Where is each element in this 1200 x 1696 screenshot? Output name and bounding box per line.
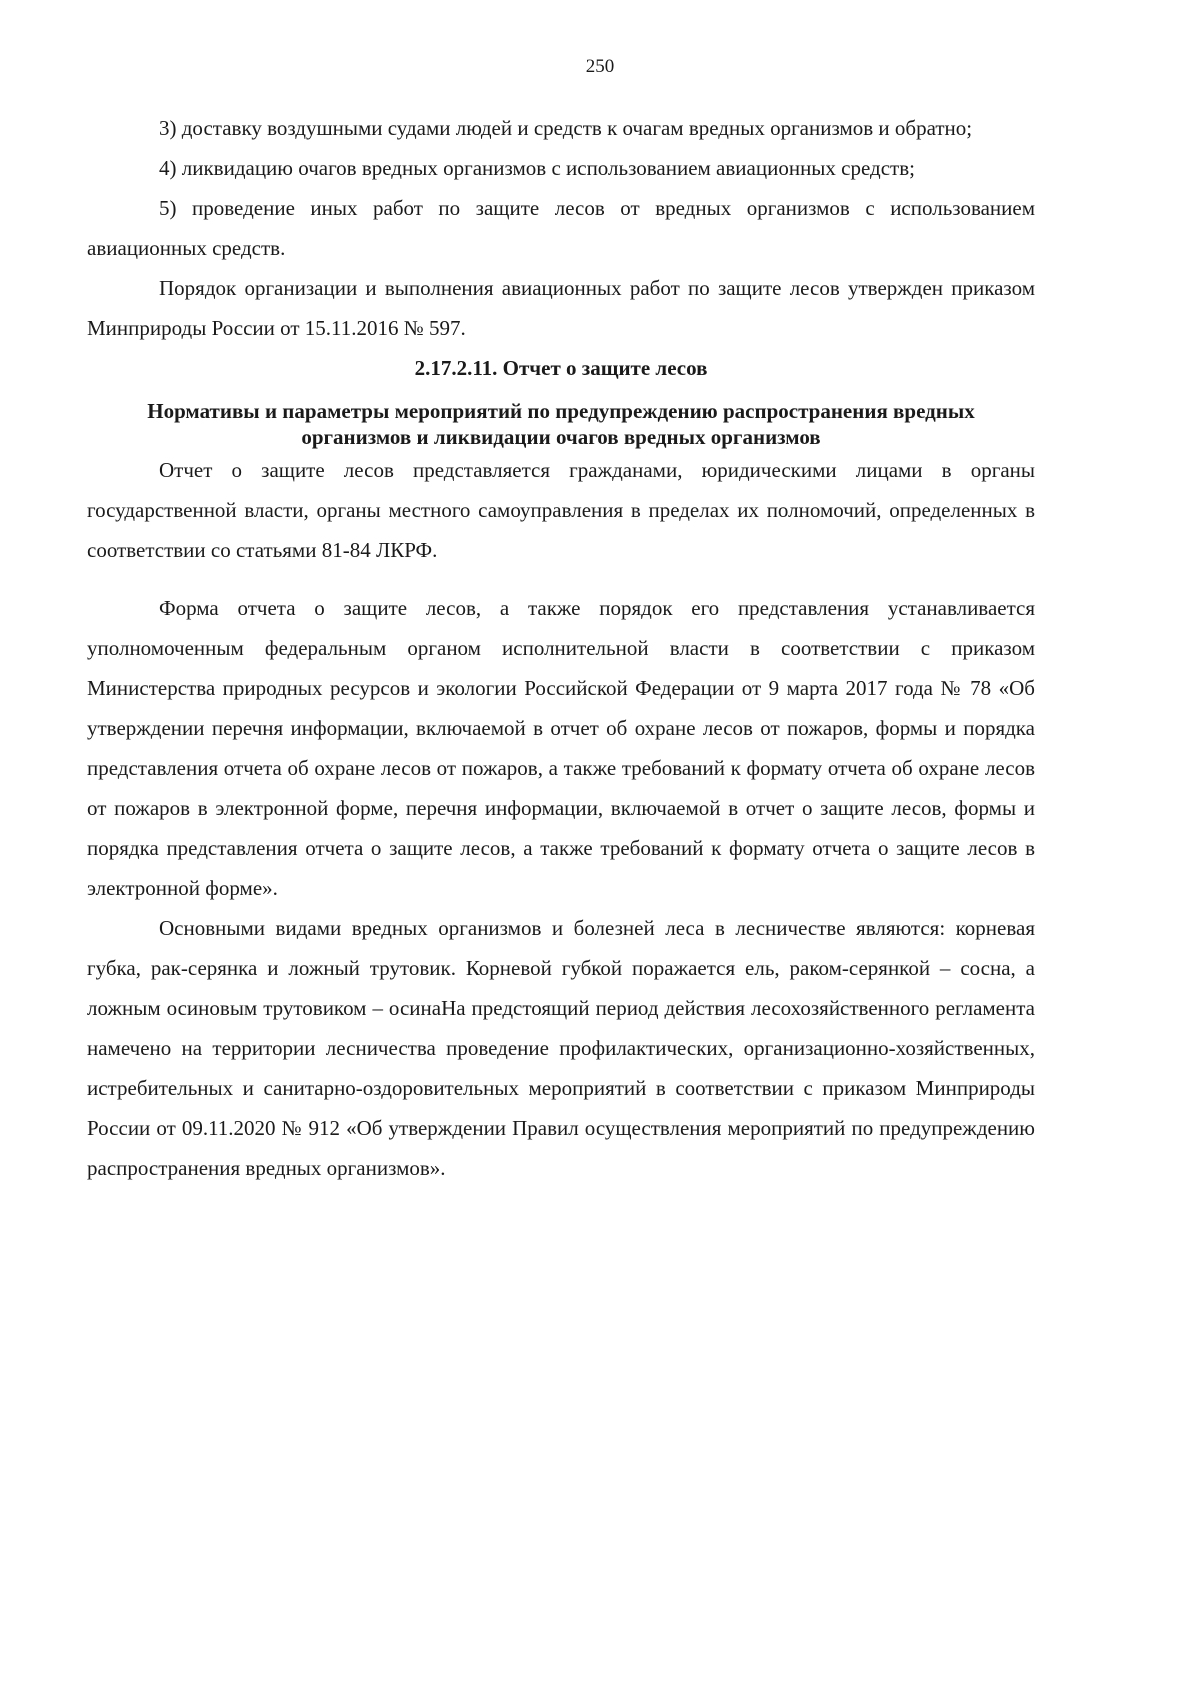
procedure-paragraph: Порядок организации и выполнения авиационных работ по защите лесов утвержден приказом Минприроды России от 15.11.2016 № 597. (87, 276, 1035, 340)
section-title: 2.17.2.11. Отчет о защите лесов (414, 356, 708, 380)
report-form-paragraph: Форма отчета о защите лесов, а также порядок его представления устанавливается уполномоченным федеральным органом исполнительной власти в соответствии с приказом Министерства природных ресурсов и экологии Российской Федерации от 9 марта 2017 года № 78 «Об утверждении перечня информации, включаемой в отчет об охране лесов от пожаров, формы и порядка представления отчета об охране лесов от пожаров, а также требований к формату отчета об охране лесов от пожаров в электронной форме, перечня информации, включаемой в отчет о защите лесов, формы и порядка представления отчета о защите лесов, а также требований к формату отчета о защите лесов в электронной форме». (87, 596, 1035, 900)
list-item-other-works: 5) проведение иных работ по защите лесов от вредных организмов с использованием авиационных средств. (87, 196, 1035, 260)
list-item-delivery: 3) доставку воздушными судами людей и средств к очагам вредных организмов и обратно; (159, 116, 973, 140)
report-paragraph: Отчет о защите лесов представляется гражданами, юридическими лицами в органы государственной власти, органы местного самоуправления в пределах их полномочий, определенных в соответствии со статьями 81-84 ЛКРФ. (87, 458, 1035, 562)
page-number: 250 (585, 56, 615, 77)
pests-paragraph: Основными видами вредных организмов и болезней леса в лесничестве являются: корневая губка, рак-серянка и ложный трутовик. Корневой губкой поражается ель, раком-серянкой – сосна, а ложным осиновым трутовиком – осинаНа предстоящий период действия лесохозяйственного регламента намечено на территории лесничества проведение профилактических, организационно-хозяйственных, истребительных и санитарно-оздоровительных мероприятий в соответствии с приказом Минприроды России от 09.11.2020 № 912 «Об утверждении Правил осуществления мероприятий по предупреждению распространения вредных организмов». (87, 916, 1035, 1180)
list-item-liquidation: 4) ликвидацию очагов вредных организмов с использованием авиационных средств; (159, 156, 915, 180)
document-body (87, 108, 1035, 1188)
subsection-title: Нормативы и параметры мероприятий по предупреждению распространения вредных организмов и ликвидации очагов вредных организмов (147, 399, 975, 449)
